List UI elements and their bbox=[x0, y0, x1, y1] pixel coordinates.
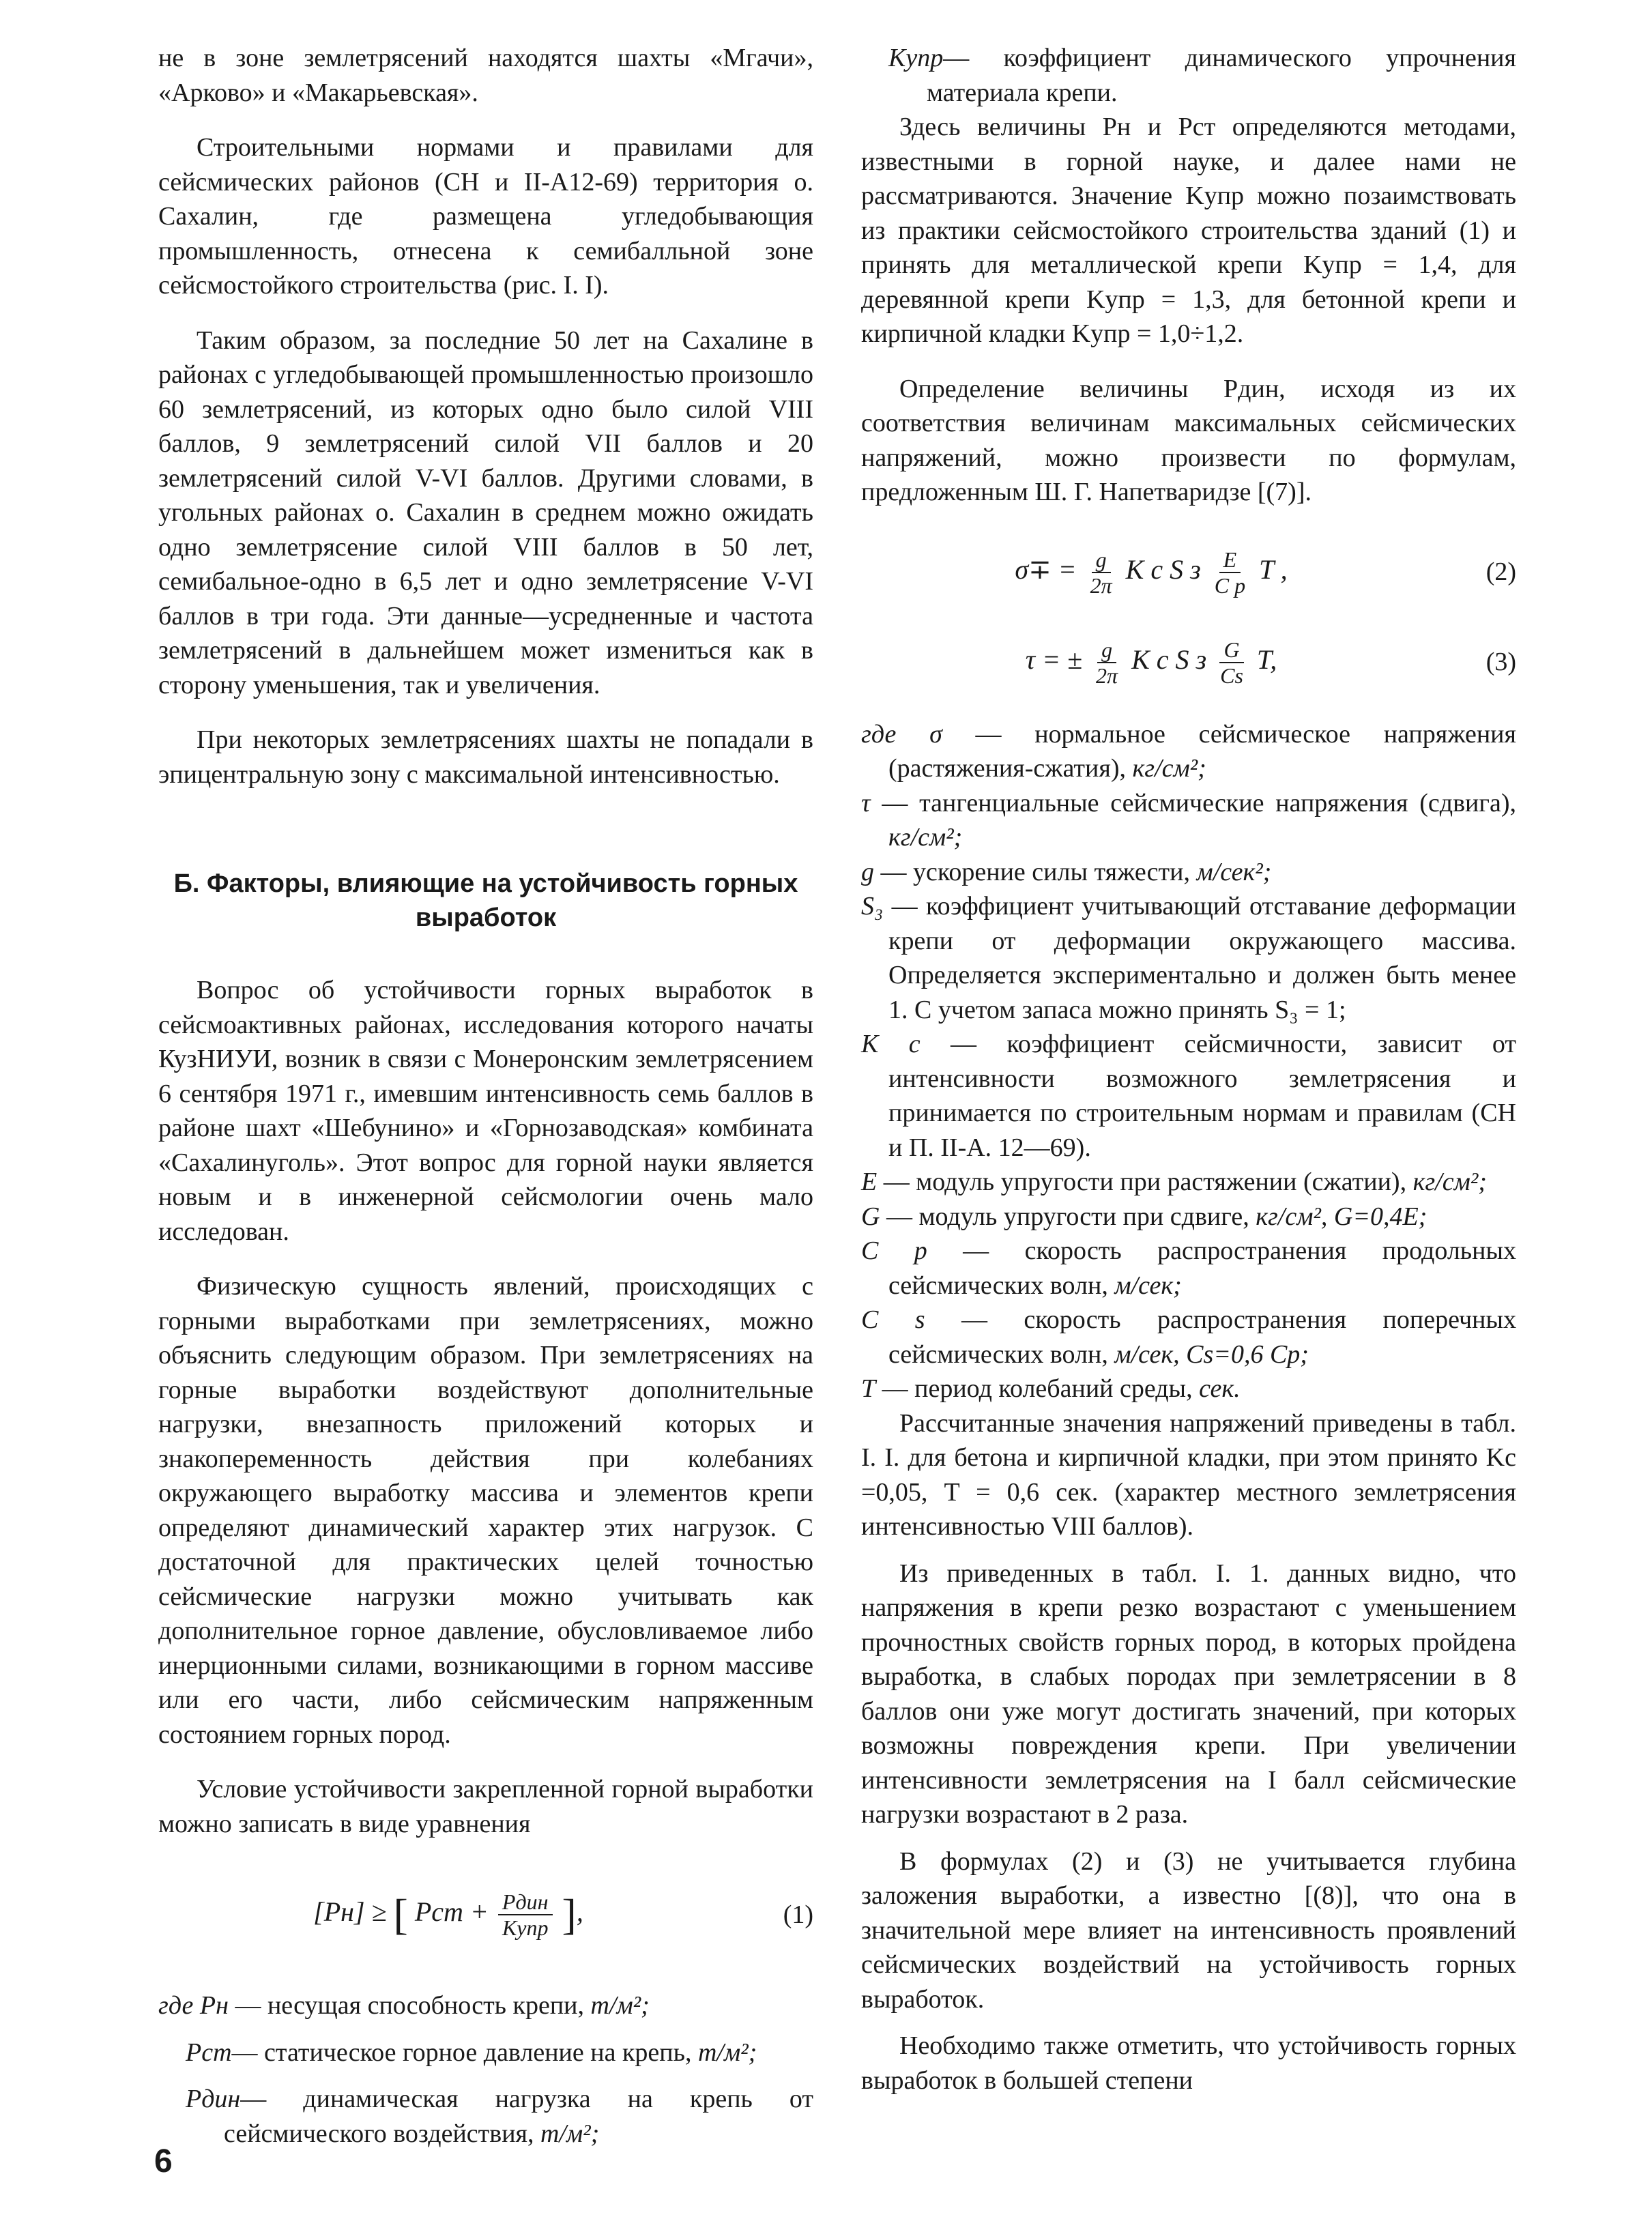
paragraph: Необходимо также отметить, что устойчивость горных выработок в большей степени bbox=[861, 2031, 1516, 2095]
fraction-denominator: Cs bbox=[1220, 663, 1243, 688]
fraction bbox=[1086, 547, 1116, 598]
definition-symbol: K c bbox=[861, 1030, 921, 1058]
definition-symbol: где Pн bbox=[158, 1991, 229, 2020]
definition-text: — статическое горное давление на крепь, bbox=[231, 2038, 698, 2067]
definition-symbol: E bbox=[861, 1168, 878, 1196]
definition-list bbox=[158, 1988, 813, 2151]
equation-body bbox=[861, 637, 1441, 688]
definition-item bbox=[861, 41, 1516, 110]
definition-symbol: T bbox=[861, 1374, 876, 1403]
definition-unit: т/м²; bbox=[697, 2038, 757, 2067]
fraction-numerator: g bbox=[1097, 637, 1116, 663]
section-heading: Б. Факторы, влияющие на устойчивость горных выработок bbox=[173, 869, 798, 932]
definition-item bbox=[861, 1027, 1516, 1165]
definition-unit: сек. bbox=[1199, 1374, 1241, 1403]
equation-term: T , bbox=[1259, 553, 1288, 585]
definition-unit: кг/см²; bbox=[888, 823, 963, 852]
right-column bbox=[861, 41, 1516, 2098]
equation-lhs: [Pн] ≥ bbox=[313, 1896, 387, 1928]
fraction-numerator: E bbox=[1219, 547, 1241, 573]
paragraph: При некоторых землетрясениях шахты не попадали в эпицентральную зону с максимальной интенсивностью. bbox=[158, 725, 813, 789]
definition-symbol: где σ bbox=[861, 719, 942, 749]
definition-text: — скорость распространения продольных сейсмических волн, bbox=[888, 1236, 1516, 1300]
paragraph: Определение величины Pдин, исходя из их соответствия величинам максимальных сейсмических напряжений, можно произвести по формулам, предложенным Ш. Г. Напетваридзе [(7)]. bbox=[861, 374, 1516, 506]
paragraph: Здесь величины Pн и Pст определяются методами, известными в горной науке, и далее нами не рассматриваются. Значение Kупр можно позаимствовать из практики сейсмостойкого строительства зданий (1) и принять для металлической крепи Kупр = 1,4, для деревянной крепи Kупр = 1,3, для бетонной крепи и кирпичной кладки Kупр = 1,0÷1,2. bbox=[861, 113, 1516, 348]
definition-text: — скорость распространения поперечных сейсмических волн, bbox=[888, 1305, 1516, 1369]
equation-2 bbox=[861, 537, 1516, 608]
definition-symbol: S₃ bbox=[861, 892, 884, 921]
fraction-denominator: C р bbox=[1214, 573, 1246, 598]
definition-symbol: C s bbox=[861, 1305, 925, 1334]
fraction bbox=[1216, 637, 1247, 688]
equation-lhs: τ = ± bbox=[1025, 643, 1083, 675]
equation-body: [Pн] ≥ [ Pст + $\frac{\text{Pдин}}{\text{Kупр}}$ ], bbox=[313, 1889, 583, 1940]
definition-text: — коэффициент сейсмичности, зависит от интенсивности возможного землетрясения и принимается по строительным нормам и правилам (СН и П. II-А. 12—69). bbox=[888, 1030, 1516, 1162]
definition-text: — нормальное сейсмическое напряжения (растяжения-сжатия), bbox=[888, 719, 1516, 783]
definition-unit: кг/см²; bbox=[1412, 1168, 1487, 1196]
bracket-close: ] bbox=[562, 1889, 577, 1939]
definition-symbol: Pст bbox=[186, 2038, 232, 2067]
fraction-numerator: g bbox=[1092, 547, 1111, 573]
definition-text: — период колебаний среды, bbox=[875, 1374, 1200, 1403]
paragraph: В формулах (2) и (3) не учитывается глубина заложения выработки, а известно [(8)], что она в значительной мере влияет на интенсивность проявлений сейсмических воздействий на устойчивость горных выработок. bbox=[861, 1846, 1516, 2014]
paragraph: Строительными нормами и правилами для сейсмических районов (СН и II-А12-69) территория о. Сахалин, где размещена угледобывающия промышленность, отнесена к семибалльной зоне сейсмостойкого строительства (рис. I. I). bbox=[158, 133, 813, 300]
definition-item bbox=[158, 1988, 813, 2023]
fraction-denominator: 2π bbox=[1090, 573, 1112, 598]
equation-term: K c S з bbox=[1131, 643, 1207, 675]
equation-3 bbox=[861, 627, 1516, 698]
fraction bbox=[1092, 637, 1122, 688]
definition-symbol: C p bbox=[861, 1236, 927, 1265]
paragraph: Физическую сущность явлений, происходящих с горными выработками при землетрясениях, можно объяснить следующим образом. При землетрясениях на горные выработки воздействуют дополнительные нагрузки, внезапность приложений которых и знакопеременность действия при колебаниях окружающего выработку массива и элементов крепи определяют динамический характер этих нагрузок. С достаточной для практических целей точностью сейсмические нагрузки можно учитывать как дополнительное горное давление, обусловливаемое либо инерционными силами, возникающими в горном массиве или его части, либо сейсмическим напряженным состоянием горных пород. bbox=[158, 1272, 813, 1749]
definition-symbol: G bbox=[861, 1202, 880, 1231]
definition-text: — динамическая нагрузка на крепь от сейсмического воздействия, bbox=[224, 2085, 813, 2148]
paragraph: Из приведенных в табл. I. 1. данных видно, что напряжения в крепи резко возрастают с уменьшением прочностных свойств горных пород, в которых пройдена выработка, в слабых породах при землетрясении в 8 баллов они уже могут достигать значений, при которых возможны повреждения крепи. При увеличении интенсивности землетрясения на I балл сейсмические нагрузки возрастают в 2 раза. bbox=[861, 1559, 1516, 1829]
definition-item bbox=[861, 1372, 1516, 1406]
definition-text: — коэффициент динамического упрочнения материала крепи. bbox=[927, 44, 1516, 107]
definition-unit: м/сек, Cs=0,6 Cp; bbox=[1114, 1339, 1309, 1369]
paragraph: Условие устойчивости закрепленной горной выработки можно записать в виде уравнения bbox=[158, 1775, 813, 1838]
definition-unit: кг/см²; bbox=[1132, 754, 1206, 783]
fraction-numerator: Pдин bbox=[498, 1889, 553, 1915]
definition-text: — несущая способность крепи, bbox=[228, 1991, 591, 2020]
definition-unit: кг/см², G=0,4E; bbox=[1256, 1202, 1428, 1231]
definition-symbol: τ bbox=[861, 788, 871, 817]
definition-unit: т/м²; bbox=[590, 1991, 650, 2020]
left-column bbox=[158, 41, 813, 2151]
fraction bbox=[1211, 547, 1249, 598]
equation-lhs: σ∓ = bbox=[1015, 553, 1077, 585]
definition-text: — модуль упругости при сдвиге, bbox=[880, 1202, 1256, 1231]
definition-item bbox=[861, 1165, 1516, 1200]
definition-item bbox=[861, 1303, 1516, 1372]
paragraph: Рассчитанные значения напряжений приведены в табл. I. I. для бетона и кирпичной кладки, при этом принято Kс =0,05, T = 0,6 сек. (характер местного землетрясения интенсивностью VIII баллов). bbox=[861, 1408, 1516, 1541]
fraction-denominator: 2π bbox=[1096, 663, 1118, 688]
equation-1 bbox=[158, 1879, 813, 1950]
definition-unit: т/м²; bbox=[540, 2119, 600, 2148]
definition-item bbox=[861, 855, 1516, 890]
equation-number: (2) bbox=[1486, 557, 1516, 587]
equation-term: Pст + bbox=[414, 1896, 489, 1928]
definition-symbol: Kупр bbox=[888, 44, 944, 72]
definition-symbol: Pдин bbox=[186, 2085, 241, 2113]
definition-item bbox=[861, 1200, 1516, 1234]
definition-item bbox=[861, 1234, 1516, 1303]
definition-symbol: g bbox=[861, 857, 874, 886]
equation-number: (1) bbox=[783, 1900, 813, 1929]
definition-text: — ускорение силы тяжести, bbox=[874, 857, 1197, 886]
paragraph: Таким образом, за последние 50 лет на Сахалине в районах с угледобывающей промышленностью произошло 60 землетрясений, из которых одно было силой VIII баллов, 9 землетрясений силой VII баллов и 20 землетрясений силой V-VI баллов. Другими словами, в угольных районах о. Сахалин в среднем можно ожидать одно землетрясение силой VIII баллов в 50 лет, семибальное-одно в 6,5 лет и одно землетрясение V-VI баллов в три года. Эти данные—усредненные и частота землетрясений в дальнейшем может измениться как в сторону уменьшения, так и увеличения. bbox=[158, 325, 813, 699]
definition-unit: м/сек²; bbox=[1196, 857, 1272, 886]
equation-term: K c S з bbox=[1125, 553, 1201, 585]
definition-item bbox=[861, 717, 1516, 786]
paragraph: не в зоне землетрясений находятся шахты «Мгачи», «Арково» и «Макарьевская». bbox=[158, 44, 813, 107]
page-number: 6 bbox=[154, 2143, 173, 2179]
definition-text: — коэффициент учитывающий отставание деформации крепи от деформации окружающего массива. Определяется экспериментально и должен быть менее 1. С учетом запаса можно принять S₃ = 1; bbox=[883, 892, 1516, 1024]
definition-unit: м/сек; bbox=[1114, 1271, 1182, 1300]
equation-term: T, bbox=[1256, 643, 1277, 675]
definition-text: — модуль упругости при растяжении (сжатии), bbox=[877, 1168, 1413, 1196]
definition-text: — тангенциальные сейсмические напряжения (сдвига), bbox=[870, 788, 1516, 817]
fraction-denominator: Kупр bbox=[502, 1915, 549, 1940]
equation-body bbox=[861, 547, 1441, 598]
definition-item bbox=[861, 786, 1516, 855]
definition-list bbox=[861, 717, 1516, 1406]
equation-number: (3) bbox=[1486, 648, 1516, 677]
paragraph: Вопрос об устойчивости горных выработок в сейсмоактивных районах, исследования которого начаты КузНИУИ, возник в связи с Монеронским землетрясением 6 сентября 1971 г., имевшим интенсивность семь баллов в районе шахт «Шебунино» и «Горнозаводская» комбината «Сахалинуголь». Этот вопрос для горной науки является новым и в инженерной сейсмологии очень мало исследован. bbox=[158, 976, 813, 1246]
definition-item bbox=[158, 2082, 813, 2151]
fraction bbox=[498, 1889, 553, 1940]
definition-item bbox=[158, 2035, 813, 2070]
definition-item bbox=[861, 889, 1516, 1027]
bracket-open: [ bbox=[393, 1889, 408, 1939]
fraction-numerator: G bbox=[1219, 637, 1243, 663]
